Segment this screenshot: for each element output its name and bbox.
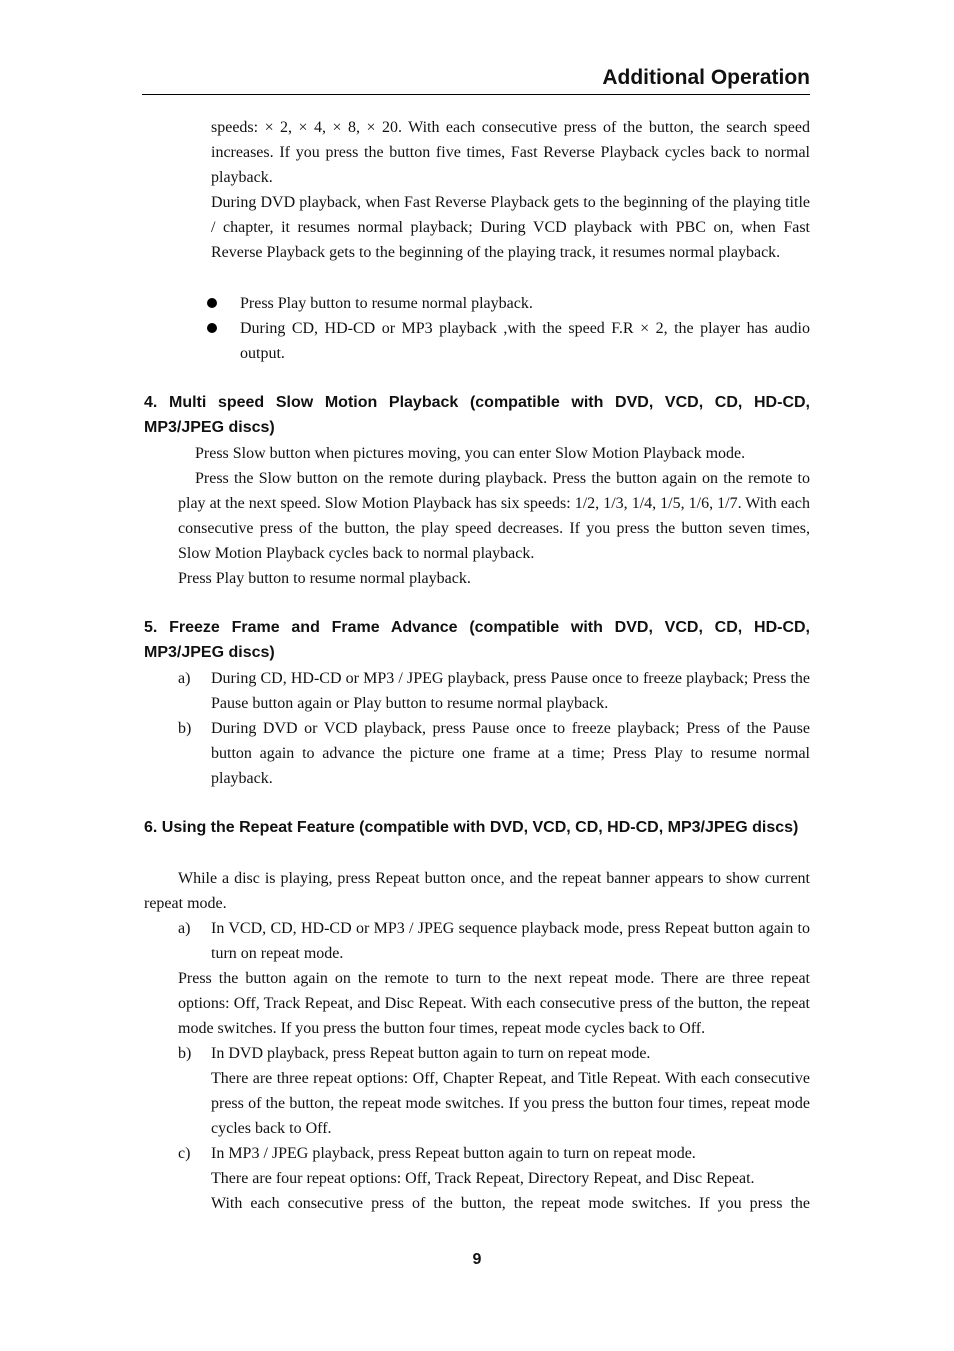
bullet-dot-icon (207, 298, 217, 308)
list-marker: a) (178, 920, 191, 937)
section-6-item-b-detail: There are three repeat options: Off, Chapter Repeat, and Title Repeat. With each consecutive press of the button, the repeat mode switches. If you press the button four times, repeat mode cycles back to Off. (211, 1070, 810, 1137)
list-item-text: During CD, HD-CD or MP3 / JPEG playback, press Pause once to freeze playback; Press the Pause button again or Play button to resume normal playback. (211, 670, 810, 712)
section-4-heading: 4. Multi speed Slow Motion Playback (compatible with DVD, VCD, CD, HD-CD, MP3/JPEG discs) (144, 394, 810, 436)
page-header-title: Additional Operation (602, 66, 810, 89)
intro-bullet-1 (207, 291, 810, 316)
section-6-item-c-detail-2: With each consecutive press of the button, the repeat mode switches. If you press the (211, 1195, 810, 1212)
section-6-intro: While a disc is playing, press Repeat button once, and the repeat banner appears to show current repeat mode. (144, 870, 810, 912)
list-marker: b) (178, 720, 192, 737)
list-item-text: In VCD, CD, HD-CD or MP3 / JPEG sequence playback mode, press Repeat button again to turn on repeat mode. (211, 920, 810, 962)
list-item-text: In DVD playback, press Repeat button again to turn on repeat mode. (211, 1045, 651, 1062)
bullet-text: Press Play button to resume normal playback. (240, 295, 533, 312)
bullet-dot-icon (207, 323, 217, 333)
section-5-item-a (178, 666, 810, 716)
section-4-paragraph-1: Press Slow button when pictures moving, you can enter Slow Motion Playback mode. (195, 445, 746, 462)
intro-bullet-2 (207, 316, 810, 366)
page-number: 9 (472, 1251, 482, 1268)
section-6-item-c (178, 1141, 810, 1166)
list-item-text: In MP3 / JPEG playback, press Repeat button again to turn on repeat mode. (211, 1145, 696, 1162)
list-marker: b) (178, 1045, 192, 1062)
list-item-text: During DVD or VCD playback, press Pause once to freeze playback; Press of the Pause button again to advance the picture one frame at a time; Press Play to resume normal playback. (211, 720, 810, 787)
list-marker: c) (178, 1145, 191, 1162)
section-6-heading: 6. Using the Repeat Feature (compatible with DVD, VCD, CD, HD-CD, MP3/JPEG discs) (144, 819, 799, 836)
section-4-paragraph-3: Press Play button to resume normal playback. (178, 570, 471, 587)
intro-paragraph-dvd: During DVD playback, when Fast Reverse Playback gets to the beginning of the playing title / chapter, it resumes normal playback; During VCD playback with PBC on, when Fast Reverse Playback gets to the beginning of the playing track, it resumes normal playback. (211, 194, 810, 261)
section-5-item-b (178, 716, 810, 791)
section-6-item-a (178, 916, 810, 966)
section-5-heading: 5. Freeze Frame and Frame Advance (compatible with DVD, VCD, CD, HD-CD, MP3/JPEG discs) (144, 619, 810, 661)
section-6-item-c-detail-1: There are four repeat options: Off, Track Repeat, Directory Repeat, and Disc Repeat. (211, 1170, 755, 1187)
section-6-item-a-detail: Press the button again on the remote to turn to the next repeat mode. There are three repeat options: Off, Track Repeat, and Disc Repeat. With each consecutive press of the button, the repeat mode switches. If you press the button four times, repeat mode cycles back to Off. (178, 970, 810, 1037)
section-4-paragraph-2: Press the Slow button on the remote during playback. Press the button again on the remote to play at the next speed. Slow Motion Playback has six speeds: 1/2, 1/3, 1/4, 1/5, 1/6, 1/7. With each consecutive press of the button, the play speed decreases. If you press the button seven times, Slow Motion Playback cycles back to normal playback. (178, 470, 810, 562)
intro-paragraph-speeds: speeds: × 2, × 4, × 8, × 20. With each consecutive press of the button, the search speed increases. If you press the button five times, Fast Reverse Playback cycles back to normal playback. (211, 119, 810, 186)
bullet-text: During CD, HD-CD or MP3 playback ,with the speed F.R × 2, the player has audio output. (240, 320, 810, 362)
header-rule (142, 94, 810, 95)
section-6-item-b (178, 1041, 810, 1066)
list-marker: a) (178, 670, 191, 687)
